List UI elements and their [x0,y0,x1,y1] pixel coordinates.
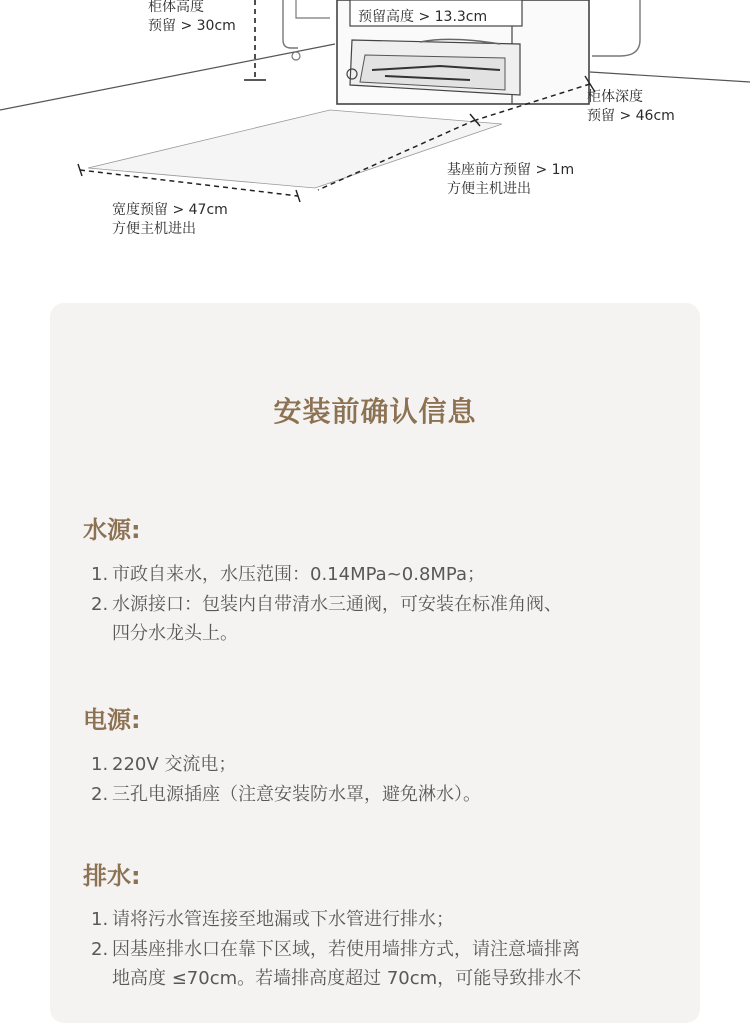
cabinet-height-title: 柜体高度 [148,0,204,15]
item-text: 市政自来水，水压范围：0.14MPa~0.8MPa； [112,564,485,585]
item-number: 1. [91,754,109,775]
list-item [91,905,454,934]
front-space-label [447,161,574,199]
front-space-note: 方便主机进出 [447,181,531,197]
section-title-drainage: 排水: [83,862,141,890]
width-space-label [112,201,228,239]
item-text-line: 四分水龙头上。 [112,623,238,644]
cabinet-height-value: 预留 > 30cm [148,18,236,34]
cabinet-height-label [148,0,236,36]
cabinet-depth-value: 预留 > 46cm [587,108,675,124]
width-space-note: 方便主机进出 [112,221,196,237]
section-title-water: 水源: [83,516,141,544]
list-item [91,750,236,779]
item-text-line: 地高度 ≤70cm。若墙排高度超过 70cm，可能导致排水不 [112,968,582,989]
front-space-value: 基座前方预留 > 1m [447,162,575,178]
list-item [91,560,485,589]
item-text: 请将污水管连接至地漏或下水管进行排水； [112,909,454,930]
item-number: 2. [91,594,109,615]
item-number: 1. [91,909,109,930]
list-item [91,780,481,809]
item-text: 三孔电源插座（注意安装防水罩，避免淋水）。 [112,784,481,805]
item-text-line: 因基座排水口在靠下区域，若使用墙排方式，请注意墙排离 [112,939,580,960]
item-text: 220V 交流电； [112,754,237,775]
list-item [91,935,581,993]
item-number: 2. [91,939,109,960]
cabinet-depth-label [587,88,675,126]
item-number: 2. [91,784,109,805]
card-title: 安装前确认信息 [273,395,477,428]
installation-diagram [0,0,750,250]
item-number: 1. [91,564,109,585]
section-title-power: 电源: [83,706,141,734]
cabinet-depth-title: 柜体深度 [587,89,643,105]
width-space-value: 宽度预留 > 47cm [112,202,228,218]
item-text-line: 水源接口：包装内自带清水三通阀，可安装在标准角阀、 [112,594,562,615]
reserve-height-label: 预留高度 > 13.3cm [358,9,488,25]
list-item [91,590,562,648]
